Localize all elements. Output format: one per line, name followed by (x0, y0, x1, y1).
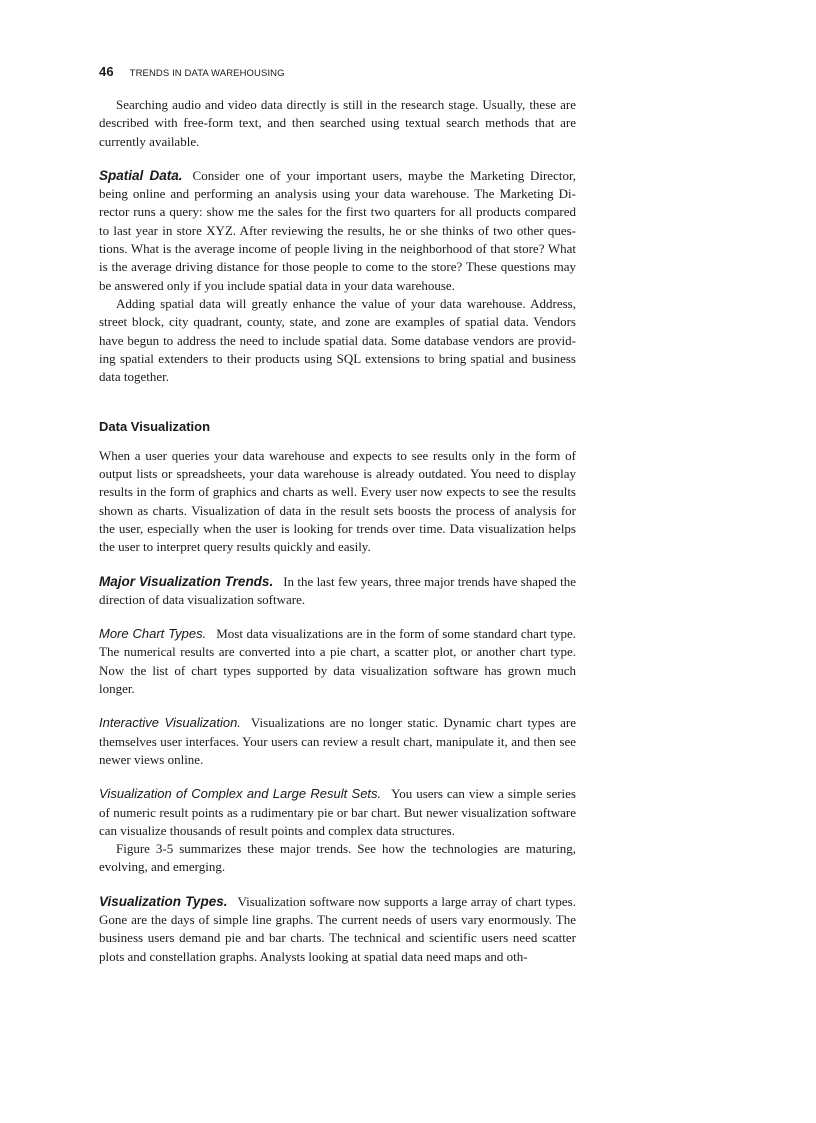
paragraph-text: You users can view a simple series of numeric result points as a rudimentary pie or bar chart. But newer visualization software can visualize thousands of result points and complex data structures. (99, 786, 576, 838)
run-in-heading-visualization-types: Visualization Types. (99, 893, 228, 909)
paragraph-spatial-data (99, 167, 576, 295)
page-number: 46 (99, 64, 114, 79)
run-in-heading-spatial-data: Spatial Data. (99, 167, 183, 183)
body-text (99, 96, 576, 966)
paragraph-data-visualization (99, 447, 576, 557)
paragraph-audio-video (99, 96, 576, 151)
paragraph-text: Figure 3-5 summarizes these major trends. See how the technologies are maturing, evolving, and emerging. (99, 841, 576, 875)
run-in-heading-interactive-visualization: Interactive Visualization. (99, 715, 241, 731)
paragraph-major-trends (99, 573, 576, 610)
paragraph-text: Most data visualizations are in the form of some standard chart type. The numerical results are converted into a pie chart, a scatter plot, or another chart type. Now the list of chart types supported by data visualization software has grown much longer. (99, 626, 576, 697)
running-title: TRENDS IN DATA WAREHOUSING (129, 68, 285, 79)
running-header (99, 64, 285, 79)
paragraph-text: When a user queries your data warehouse and expects to see results only in the form of output lists or spreadsheets, your data warehouse is already outdated. You need to display results in the form of graphics and charts as well. Every user now expects to see the results shown as charts. Visualization of data in the result sets boosts the process of analysis for the user, especially when the user is looking for trends over time. Data visualization helps the user to interpret query results quickly and easily. (99, 447, 576, 555)
paragraph-adding-spatial (99, 295, 576, 386)
paragraph-text: Visualizations are no longer static. Dynamic chart types are themselves user interfaces. Your users can review a result chart, manipulate it, and then see newer views online. (99, 715, 576, 767)
paragraph-text: Searching audio and video data directly is still in the research stage. Usually, these are described with free-form text, and then searched using textual search methods that are currently available. (99, 97, 576, 149)
paragraph-text: Visualization software now supports a large array of chart types. Gone are the days of simple line graphs. The current needs of users vary enormously. The business users demand pie and bar charts. The technical and scientific users need scatter plots and constellation graphs. Analysts looking at spatial data need maps and oth- (99, 893, 576, 964)
paragraph-figure-summary (99, 840, 576, 877)
paragraph-text: Adding spatial data will greatly enhance the value of your data warehouse. Address, street block, city quadrant, county, state, and zone are examples of spatial data. Vendors have begun to address the need to include spatial data. Some database vendors are providing spatial extenders to their products using SQL extensions to bring spatial and business data together. (99, 295, 576, 385)
run-in-heading-more-chart-types: More Chart Types. (99, 626, 207, 642)
paragraph-more-chart-types (99, 625, 576, 698)
run-in-heading-major-trends: Major Visualization Trends. (99, 573, 274, 589)
run-in-heading-complex-large-sets: Visualization of Complex and Large Result Sets. (99, 786, 382, 802)
paragraph-visualization-types (99, 893, 576, 966)
section-heading-data-visualization: Data Visualization (99, 419, 211, 435)
paragraph-interactive-visualization (99, 714, 576, 769)
paragraph-text: In the last few years, three major trends have shaped the direction of data visualization software. (99, 573, 576, 607)
paragraph-complex-large-sets (99, 785, 576, 840)
paragraph-text: Consider one of your important users, maybe the Marketing Director, being online and performing an analysis using your data warehouse. The Marketing Director runs a query: show me the sales for the first two quarters for all products compared to last year in store XYZ. After reviewing the results, he or she thinks of two other questions. What is the average income of people living in the neighborhood of that store? What is the average driving distance for those people to come to the store? These questions may be answered only if you include spatial data in your data warehouse. (99, 167, 577, 293)
